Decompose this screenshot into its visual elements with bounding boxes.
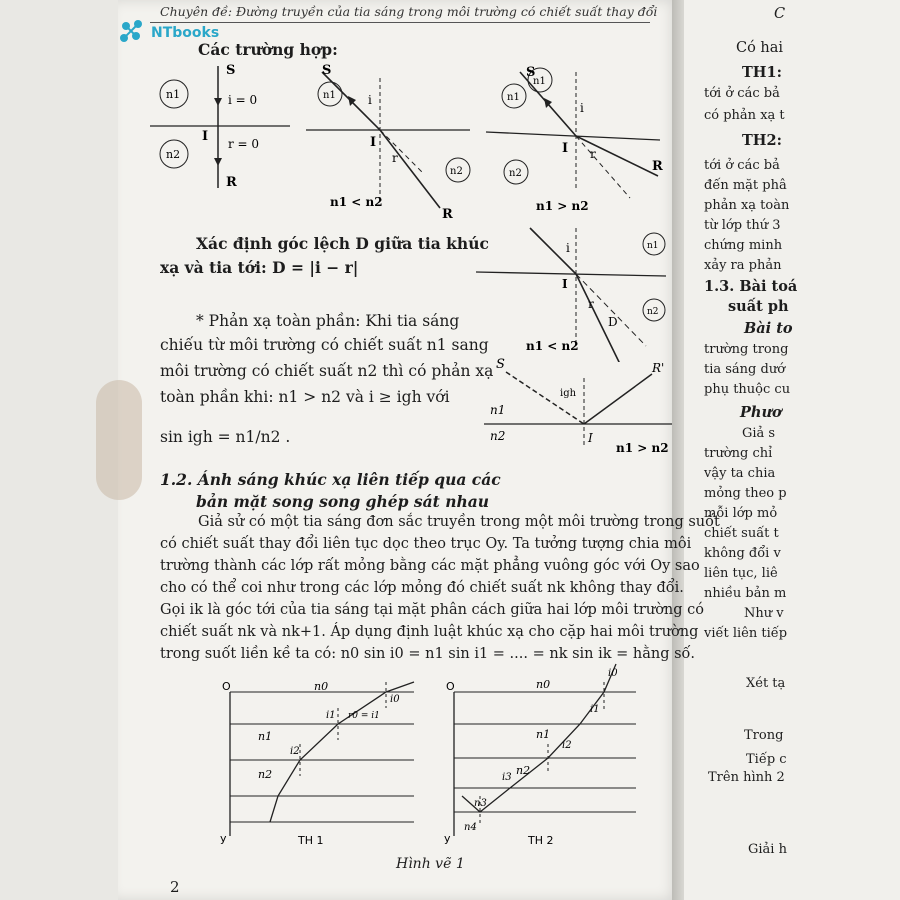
th2-n0: n0 [536, 678, 551, 691]
th1-ri: r0 = i1 [348, 711, 380, 721]
molecule-icon [118, 18, 148, 48]
tr-line1: * Phản xạ toàn phần: Khi tia sáng [196, 312, 460, 330]
deviation-line2: xạ và tia tới: D = |i − r| [160, 258, 359, 277]
dev-r: r [588, 297, 594, 311]
trf-igh: igh [560, 388, 577, 399]
right-line-15: tia sáng dướ [704, 362, 786, 377]
para-line-4: cho có thể coi như trong các lớp mỏng đó chiết suất nk không thay đổi. [160, 580, 684, 596]
th2-i1: i1 [590, 704, 600, 715]
tr-line3: môi trường có chiết suất n2 thì có phản xạ [160, 362, 494, 380]
trf-S: S [496, 357, 505, 372]
deviation-figure [470, 222, 670, 362]
right-line-9: chứng minh [704, 238, 783, 253]
right-line-20: vậy ta chia [704, 466, 776, 481]
deviation-line1: Xác định góc lệch D giữa tia khúc [196, 234, 489, 253]
tr-formula: sin igh = n1/n2 . [160, 428, 291, 446]
right-line-0: Có hai [736, 40, 784, 56]
para-line-7: trong suốt liền kề ta có: n0 sin i0 = n1 sin i1 = .... = nk sin ik = hằng số. [160, 646, 696, 662]
th1-n2: n2 [258, 768, 273, 781]
fig3-n2: n2 [509, 168, 522, 179]
right-line-32: Trên hình 2 [708, 770, 785, 785]
fig3-n1b: n1 [533, 76, 546, 87]
fig2-S: S [322, 63, 332, 78]
right-line-5: tới ở các bả [704, 158, 780, 173]
fig3-r: r [590, 147, 596, 161]
trf-n2: n2 [490, 429, 506, 443]
refraction-n1-greater-n2-figure [480, 58, 670, 218]
right-line-16: phụ thuộc cu [704, 382, 791, 397]
page-number: 2 [170, 878, 180, 896]
right-line-18: Giả s [742, 426, 776, 441]
fig2-R: R [442, 207, 453, 222]
fig3-caption: n1 > n2 [536, 199, 589, 213]
fig2-I: I [370, 135, 377, 150]
fig2-i: i [368, 93, 372, 107]
fig1-i: i = 0 [228, 93, 258, 107]
right-line-12: suất ph [728, 298, 789, 315]
tr-line4: toàn phần khi: n1 > n2 và i ≥ igh với [160, 388, 450, 406]
right-line-7: phản xạ toàn [704, 198, 790, 213]
th1-i1: i1 [326, 710, 336, 721]
right-line-11: 1.3. Bài toá [704, 278, 798, 295]
normal-incidence-figure [140, 58, 300, 198]
section-1-2-title-line2: bản mặt song song ghép sát nhau [196, 492, 490, 511]
right-line-23: chiết suất t [704, 526, 779, 541]
right-line-21: mỏng theo p [704, 486, 787, 501]
total-reflection-figure [476, 348, 676, 458]
th2-n2: n2 [516, 764, 531, 777]
right-line-25: liên tục, liê [704, 566, 778, 581]
fig2-r: r [392, 151, 398, 165]
header-rule [150, 22, 650, 23]
trf-caption: n1 > n2 [616, 441, 669, 455]
th2-i2: i2 [562, 740, 572, 751]
fig1-I: I [202, 129, 209, 144]
running-header: Chuyên đề: Đường truyền của tia sáng trong môi trường có chiết suất thay đổi [160, 4, 658, 19]
right-line-17: Phươ [740, 404, 782, 421]
para-line-1: Giả sử có một tia sáng đơn sắc truyền trong một môi trường trong suốt [198, 514, 720, 530]
th2-O: O [446, 680, 455, 693]
cases-title: Các trường hợp: [198, 40, 338, 59]
trf-Rp: R' [652, 361, 665, 375]
trf-n1: n1 [490, 403, 506, 417]
fig1-n2: n2 [166, 148, 181, 161]
logo-text: NTbooks [151, 25, 220, 41]
th1-i2: i2 [290, 746, 300, 757]
fig3-n1a: n1 [507, 92, 520, 103]
tr-line2: chiếu từ môi trường có chiết suất n1 sang [160, 336, 489, 354]
th2-n1: n1 [536, 728, 551, 741]
right-line-2: tới ở các bả [704, 86, 780, 101]
fig2-caption: n1 < n2 [330, 195, 383, 209]
fig3-R: R [652, 159, 663, 174]
dev-caption: n1 < n2 [526, 339, 579, 353]
para-line-2: có chiết suất thay đổi liên tục dọc theo trục Oy. Ta tưởng tượng chia môi [160, 536, 692, 552]
right-line-4: TH2: [742, 132, 782, 149]
th1-i0: i0 [390, 694, 400, 705]
th2-n3: n3 [474, 798, 487, 809]
right-line-14: trường trong [704, 342, 789, 357]
right-line-10: xảy ra phản [704, 258, 782, 273]
fig3-S: S [526, 65, 536, 80]
fig1-r: r = 0 [228, 137, 260, 151]
right-line-29: Xét tạ [746, 676, 786, 691]
dev-n1: n1 [647, 241, 659, 251]
th1-n1: n1 [258, 730, 273, 743]
right-line-27: Như v [744, 606, 784, 621]
th2-i3: i3 [502, 772, 512, 783]
right-line-26: nhiều bản m [704, 586, 787, 601]
fig1-S: S [226, 63, 236, 78]
dev-D: D [608, 315, 618, 329]
th2-y: y [444, 832, 451, 845]
th1-n0: n0 [314, 680, 329, 693]
right-line-28: viết liên tiếp [704, 626, 788, 641]
th1-label: TH 1 [298, 834, 324, 847]
dev-i: i [566, 241, 570, 255]
right-line-19: trường chỉ [704, 446, 773, 461]
th2-label: TH 2 [528, 834, 554, 847]
right-line-24: không đổi v [704, 546, 781, 561]
right-line-30: Trong [744, 728, 784, 743]
th1-y: y [220, 832, 227, 845]
th1-O: O [222, 680, 231, 693]
para-line-3: trường thành các lớp rất mỏng bằng các mặt phẳng vuông góc với Oy sao [160, 558, 700, 574]
fig2-n1: n1 [323, 90, 336, 101]
figure-1-caption: Hình vẽ 1 [396, 856, 465, 872]
fig1-R: R [226, 175, 237, 190]
right-line-31: Tiếp c [746, 752, 787, 767]
trf-I: I [588, 431, 593, 445]
right-line-22: mỗi lớp mỏ [704, 506, 778, 521]
th2-n4: n4 [464, 822, 477, 833]
dev-I: I [562, 277, 568, 291]
right-line-3: có phản xạ t [704, 108, 785, 123]
fig3-i: i [580, 101, 584, 115]
dev-n2: n2 [647, 307, 659, 317]
figure-th2 [440, 660, 640, 850]
right-line-6: đến mặt phâ [704, 178, 787, 193]
right-line-8: từ lớp thứ 3 [704, 218, 781, 233]
fig1-n1: n1 [166, 88, 181, 101]
para-line-5: Gọi ik là góc tới của tia sáng tại mặt phân cách giữa hai lớp môi trường có [160, 602, 705, 618]
section-1-2-title-line1: 1.2. Ánh sáng khúc xạ liên tiếp qua các [160, 470, 501, 489]
fig3-I: I [562, 141, 569, 156]
right-line-1: TH1: [742, 64, 782, 81]
thumb [96, 380, 142, 500]
right-line-13: Bài to [744, 320, 793, 337]
para-line-6: chiết suất nk và nk+1. Áp dụng định luật khúc xạ cho cặp hai môi trường [160, 624, 699, 640]
refraction-n1-less-n2-figure [300, 58, 480, 223]
right-line-33: Giải h [748, 842, 787, 857]
right-header-fragment: C [774, 6, 786, 22]
th2-i0: i0 [608, 668, 618, 679]
figure-th1 [218, 678, 418, 848]
fig2-n2: n2 [450, 166, 463, 177]
